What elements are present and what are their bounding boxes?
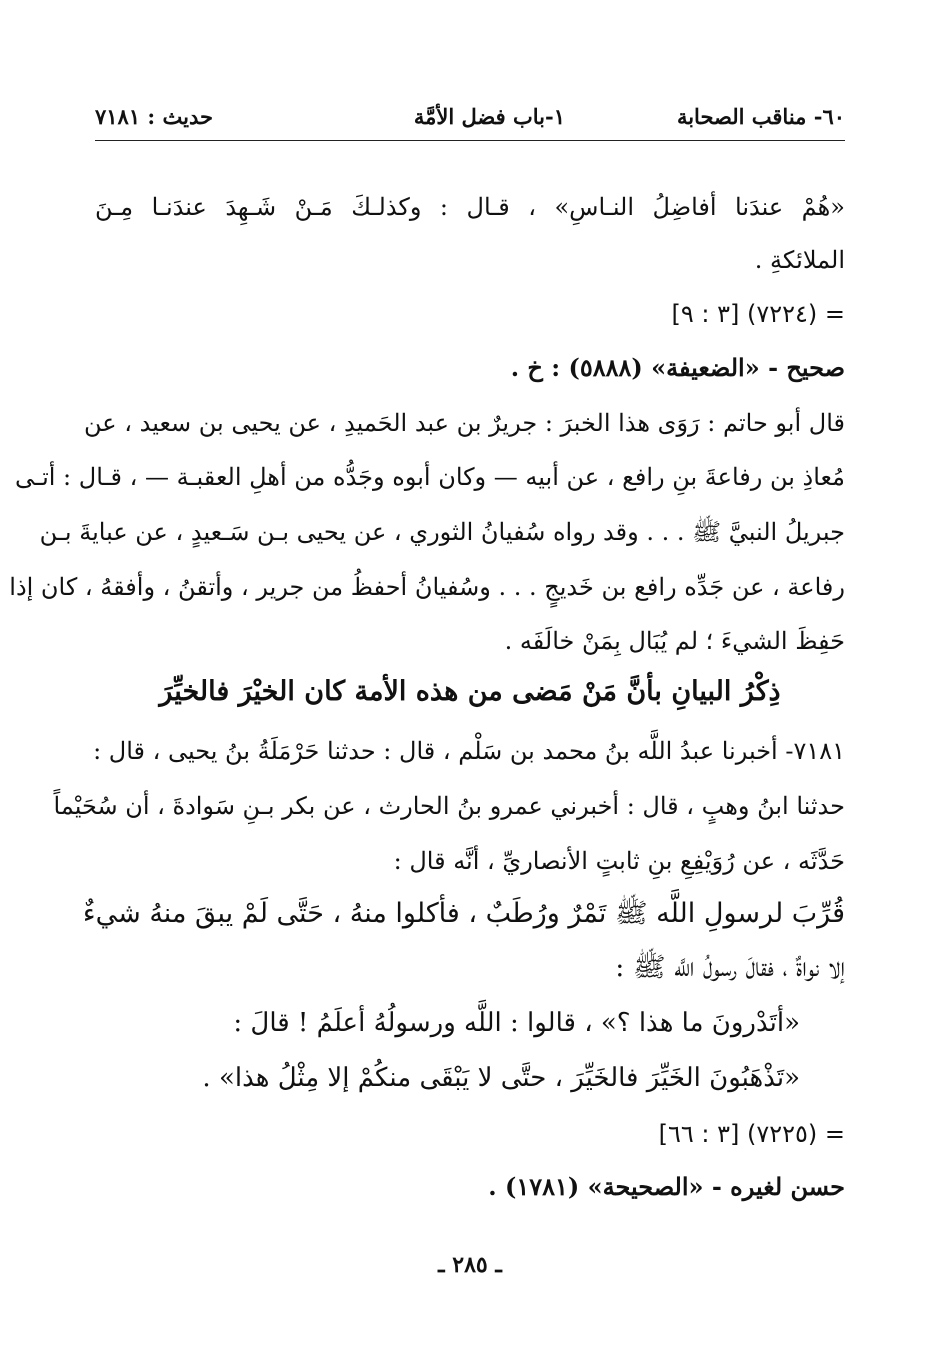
isnad-line: حَدَّثَه ، عن رُوَيْفِعِ بنِ ثابتٍ الأنصاريِّ ، أنَّه قال : — [393, 847, 845, 875]
quote-line: «تَذْهَبُونَ الخَيِّرَ فالخَيِّرَ ، حتَّى لا يَبْقَى منكُمْ إلا مِثْلُ هذا» . — [202, 1063, 800, 1093]
chapter-title: ٦٠- مناقب الصحابة — [676, 104, 845, 129]
text-line: الملائكةِ . — [754, 246, 845, 274]
grading-line: صحيح - «الضعيفة» (٥٨٨٨) : خ . — [510, 353, 845, 382]
commentary-line: مُعاذِ بن رفاعةَ بنِ رافع ، عن أبيه — وكان أبوه وجَدُّه من أهلِ العقبـة — ، قـال : أتـى — [15, 463, 845, 491]
quote-line: «أتَدْرونَ ما هذا ؟» ، قالوا : اللَّه ورسولُهُ أعلَمُ ! قالَ : — [233, 1008, 800, 1038]
commentary-line: رفاعة ، عن جَدِّه رافع بن خَديجٍ . . . وسُفيانُ أحفظُ من جرير ، وأتقنُ ، وأفقهُ ، كان إذا — [9, 573, 845, 601]
commentary-line: جبريلُ النبيَّ ﷺ . . . وقد رواه سُفيانُ الثوري ، عن يحيى بـن سَـعيدٍ ، عن عبايةَ بـن — [39, 518, 845, 546]
running-header — [95, 100, 845, 141]
hadith-text-line: قُرِّبَ لرسولِ اللَّه ﷺ تَمْرٌ ورُطَبٌ ، فأكلوا منهُ ، حَتَّى لَمْ يبقَ منهُ شيءٌ — [82, 898, 845, 929]
hadith-reference: حديث : ٧١٨١ — [95, 104, 213, 129]
grading-line: حسن لغيره - «الصحيحة» (١٧٨١) . — [488, 1172, 845, 1201]
isnad-line: ٧١٨١- أخبرنا عبدُ اللَّه بنُ محمد بن سَلْم ، قال : حدثنا حَرْمَلَةُ بنُ يحيى ، قال : — [93, 737, 845, 765]
isnad-line: حدثنا ابنُ وهبٍ ، قال : أخبرني عمرو بنُ الحارث ، عن بكر بـنِ سَوادةَ ، أن سُحَيْماً — [53, 792, 845, 820]
commentary-line: قال أبو حاتم : رَوَى هذا الخبرَ : جريرٌ بن عبد الحَميدِ ، عن يحيى بن سعيد ، عن — [84, 409, 845, 437]
text-line: «هُمْ عندَنا أفاضِلُ النـاسِ» ، قـال : وكذلـكَ مَـنْ شَـهِدَ عندَنـا مِـنَ — [95, 193, 845, 221]
section-title: ١-باب فضل الأمَّة — [413, 104, 565, 129]
commentary-line: حَفِظَ الشيءَ ؛ لم يُبَال بِمَنْ خالَفَه . — [504, 627, 845, 655]
page-number: ـ ٢٨٥ ـ — [438, 1252, 502, 1278]
hadith-text-line: إلا نواةٌ ، فقالَ رسولُ اللَّه ﷺ : — [615, 952, 845, 983]
cross-reference: = (٧٢٢٤) [٣ : ٩] — [671, 300, 845, 328]
section-heading: ذِكْرُ البيانِ بأنَّ مَنْ مَضى من هذه الأمة كان الخيْرَ فالخيِّرَ — [159, 676, 781, 707]
cross-reference: = (٧٢٢٥) [٣ : ٦٦] — [658, 1120, 845, 1148]
